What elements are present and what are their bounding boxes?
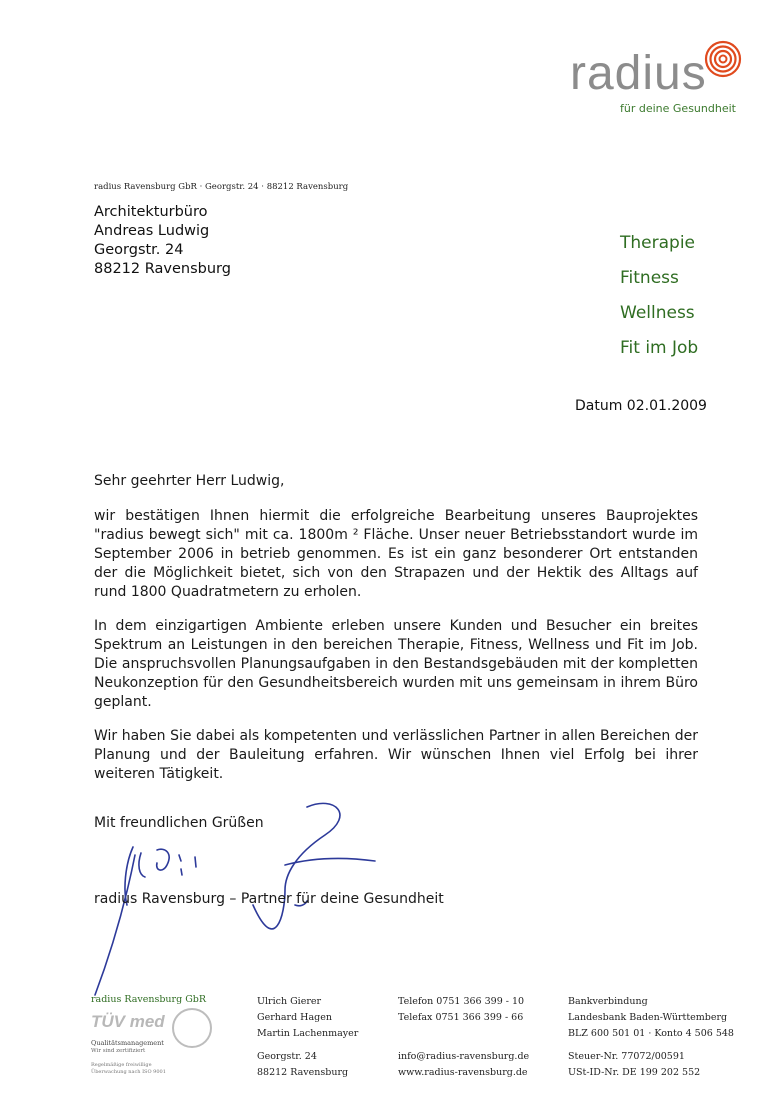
service-item: Wellness: [620, 303, 695, 323]
owner-name: Ulrich Gierer: [257, 996, 322, 1007]
recipient-address: [94, 203, 231, 279]
footer-contact-phone: [398, 994, 524, 1026]
qm-details: [91, 1062, 166, 1076]
address-line: 88212 Ravensburg: [257, 1067, 349, 1078]
qm-title: Qualitätsmanagement: [91, 1039, 164, 1047]
website-url: www.radius-ravensburg.de: [398, 1067, 528, 1078]
recipient-line: 88212 Ravensburg: [94, 261, 231, 277]
address-line: Georgstr. 24: [257, 1051, 317, 1062]
signoff-line: radius Ravensburg – Partner für deine Gesundheit: [94, 891, 444, 907]
certification-seal-icon: [172, 1008, 212, 1048]
recipient-line: Georgstr. 24: [94, 242, 184, 258]
salutation: Sehr geehrter Herr Ludwig,: [94, 473, 285, 489]
services-list: [620, 226, 698, 366]
logo-wordmark: radius: [570, 47, 707, 100]
bank-name: Landesbank Baden-Württemberg: [568, 1012, 728, 1023]
body-paragraph: In dem einzigartigen Ambiente erleben unsere Kunden und Besucher ein breites Spektrum an Leistungen in den bereichen Therapie, Fitness, Wellness und Fit im Job. Die anspruchsvollen Planungsaufgaben in den Bestandsgebäuden mit der kompletten Neukonzeption für den Gesundheitsbereich wurden mit uns gemeinsam in ihrem Büro geplant.: [94, 618, 698, 710]
logo-rings-icon: [703, 39, 743, 79]
body-paragraph: wir bestätigen Ihnen hiermit die erfolgreiche Bearbeitung unseres Bauprojektes "radius bewegt sich" mit ca. 1800m ² Fläche. Unser neuer Betriebsstandort wurde im September 2006 in betrieb genommen. Es ist ein ganz besonderer Ort entstanden der die Möglichkeit bietet, sich von den Strapazen und der Hektik des Alltags auf rund 1800 Quadratmetern zu erholen.: [94, 508, 698, 600]
qm-note: Wir sind zertifiziert: [91, 1048, 146, 1054]
tax-number: Steuer-Nr. 77072/00591: [568, 1051, 685, 1062]
service-item: Fitness: [620, 268, 679, 288]
recipient-line: Andreas Ludwig: [94, 223, 210, 239]
bank-details: BLZ 600 501 01 · Konto 4 506 548: [568, 1028, 734, 1039]
service-item: Therapie: [620, 233, 695, 253]
owner-name: Gerhard Hagen: [257, 1012, 332, 1023]
qm-detail-line: Überwachung nach ISO 9001: [91, 1069, 166, 1075]
tuv-logo: TÜV med: [91, 1012, 165, 1031]
recipient-line: Architekturbüro: [94, 204, 208, 220]
email-address: info@radius-ravensburg.de: [398, 1051, 530, 1062]
body-paragraph: Wir haben Sie dabei als kompetenten und verlässlichen Partner in allen Bereichen der Planung und der Bauleitung erfahren. Wir wünschen Ihnen viel Erfolg bei ihrer weiteren Tätigkeit.: [94, 728, 698, 782]
footer-owners: [257, 994, 358, 1042]
footer-contact-web: [398, 1049, 529, 1081]
vat-number: USt-ID-Nr. DE 199 202 552: [568, 1067, 701, 1078]
phone-number: Telefon 0751 366 399 - 10: [398, 996, 525, 1007]
footer-address: [257, 1049, 348, 1081]
logo-tagline: für deine Gesundheit: [620, 102, 736, 115]
bank-title: Bankverbindung: [568, 996, 648, 1007]
letter-date: Datum 02.01.2009: [575, 398, 707, 414]
qm-detail-line: Regelmäßige freiwillige: [91, 1062, 152, 1068]
sender-line: radius Ravensburg GbR · Georgstr. 24 · 88212 Ravensburg: [94, 182, 349, 192]
fax-number: Telefax 0751 366 399 - 66: [398, 1012, 524, 1023]
owner-name: Martin Lachenmayer: [257, 1028, 359, 1039]
footer-tax: [568, 1049, 700, 1081]
footer-company-name: radius Ravensburg GbR: [91, 994, 207, 1005]
closing: Mit freundlichen Grüßen: [94, 815, 264, 831]
footer-bank: [568, 994, 734, 1042]
service-item: Fit im Job: [620, 338, 699, 358]
